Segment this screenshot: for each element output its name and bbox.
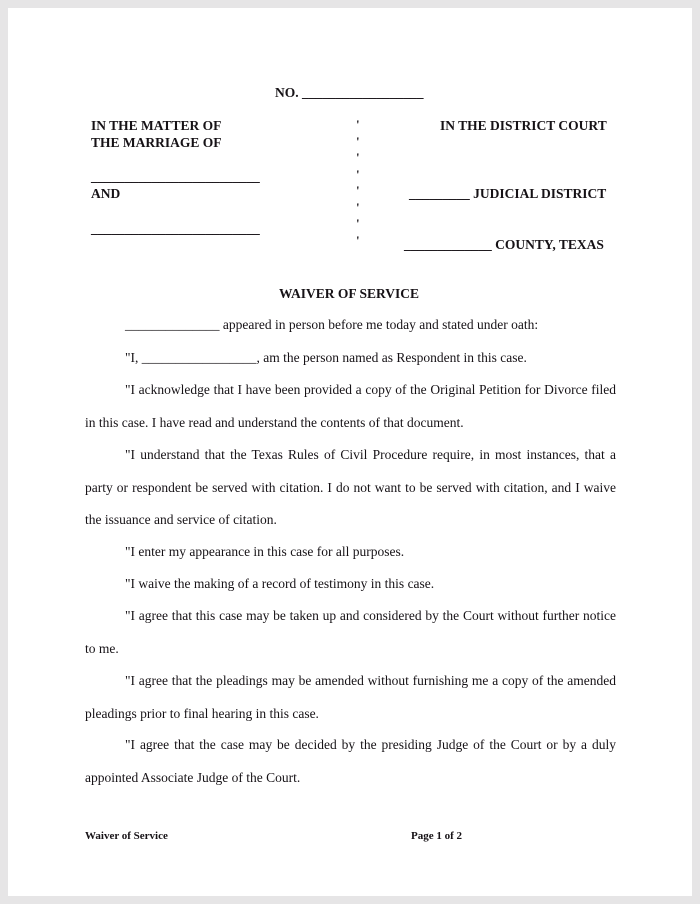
- separator-mark: ': [356, 199, 360, 215]
- document-title: WAIVER OF SERVICE: [279, 286, 420, 301]
- paragraph-testimony: "I waive the making of a record of testimony in this case.: [125, 576, 435, 591]
- paragraph-judge: "I agree that the case may be decided by the presiding Judge of the Court or by a duly appointed Associate Judge of the Court.: [85, 737, 616, 785]
- caption-separator: [356, 117, 364, 249]
- paragraph-notice: "I agree that this case may be taken up and considered by the Court without further notice to me.: [85, 608, 616, 656]
- separator-mark: ': [356, 183, 360, 198]
- paragraph-citation: "I understand that the Texas Rules of Civil Procedure require, in most instances, that a party or respondent be served with citation. I do not want to be served with citation, and I waive the issuance and service of citation.: [85, 447, 616, 527]
- separator-mark: ': [356, 166, 360, 182]
- footer-title: Waiver of Service: [85, 830, 168, 842]
- separator-mark: ': [356, 117, 360, 132]
- paragraph-appearance: ______________ appeared in person before me today and stated under oath:: [125, 317, 539, 332]
- county-label: _____________ COUNTY, TEXAS: [404, 237, 604, 252]
- case-number: NO. __________________: [275, 85, 424, 100]
- marriage-of-label: THE MARRIAGE OF: [91, 135, 222, 150]
- page-number: Page 1 of 2: [411, 830, 463, 842]
- separator-mark: ': [356, 232, 360, 248]
- separator-mark: ': [356, 150, 360, 165]
- and-label: AND: [91, 186, 121, 201]
- district-label: _________ JUDICIAL DISTRICT: [409, 186, 607, 201]
- separator-mark: ': [356, 216, 360, 231]
- court-label: IN THE DISTRICT COURT: [440, 118, 607, 133]
- party2-blank: _________________________: [91, 221, 260, 236]
- paragraph-appearance-all: "I enter my appearance in this case for all purposes.: [125, 544, 405, 559]
- separator-mark: ': [356, 133, 360, 149]
- matter-of-label: IN THE MATTER OF: [91, 118, 222, 133]
- paragraph-pleadings: "I agree that the pleadings may be amended without furnishing me a copy of the amended pleadings prior to final hearing in this case.: [85, 673, 616, 721]
- party1-blank: _________________________: [91, 169, 260, 184]
- paragraph-respondent: "I, _________________, am the person named as Respondent in this case.: [125, 350, 527, 365]
- paragraph-acknowledge: "I acknowledge that I have been provided a copy of the Original Petition for Divorce filed in this case. I have read and understand the contents of that document.: [85, 382, 616, 430]
